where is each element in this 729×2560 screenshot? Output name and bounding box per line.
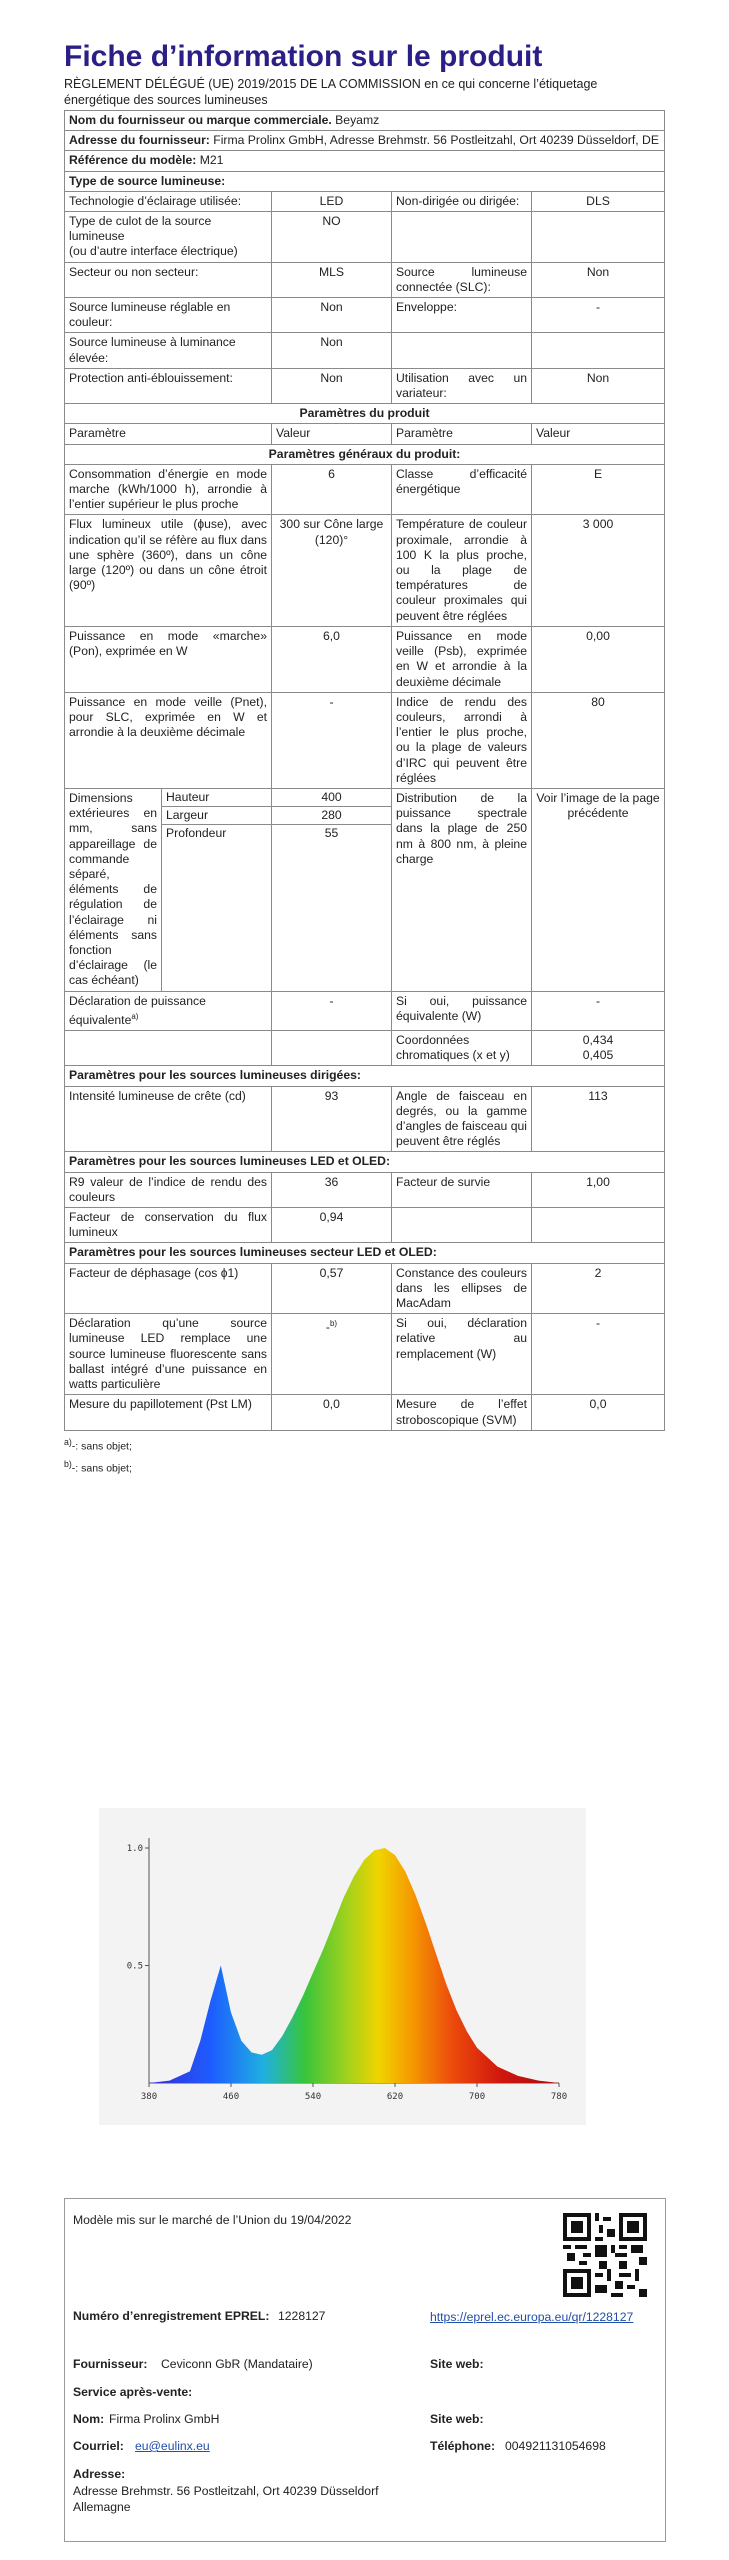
footnotes (64, 1433, 664, 1478)
y-tick-label: 0.5 (126, 1961, 143, 1972)
type-header: Type de source lumineuse: (65, 171, 665, 191)
page-title: Fiche d’information sur le produit (64, 40, 543, 73)
x-tick-label: 780 (550, 2092, 568, 2102)
regulation-text: RÈGLEMENT DÉLÉGUÉ (UE) 2019/2015 DE LA COMMISSION en ce qui concerne l’étiquetage énergétique des sources lumineuses (64, 77, 598, 107)
supplier-name: Beyamz (335, 113, 380, 127)
param-label: Déclaration de puissance équivalente$^{a)}$ (65, 991, 272, 1030)
param-label: Non-dirigée ou dirigée: (392, 191, 532, 211)
table-row (65, 191, 665, 211)
website-label: Site web: (430, 2357, 484, 2371)
plot-area (127, 1838, 567, 2102)
mains-header: Paramètres pour les sources lumineuses secteur LED et OLED: (65, 1243, 665, 1263)
column-header: Paramètre (392, 424, 532, 444)
param-value: 80 (532, 692, 665, 788)
param-label: Facteur de conservation du flux lumineux (65, 1208, 272, 1243)
eprel-card (64, 2198, 666, 2542)
param-label: Facteur de survie (392, 1172, 532, 1207)
param-label: Facteur de déphasage (cos ɸ1) (65, 1263, 272, 1314)
param-label: Coordonnées chromatiques (x et y) (392, 1031, 532, 1066)
footnote: $^{a)}$-: sans objet; (64, 1436, 132, 1453)
param-label: Température de couleur proximale, arrondie à 100 K la plus proche, ou la plage de températures de couleur proximales qui peuvent être réglées (392, 515, 532, 626)
qr-code-icon (563, 2213, 647, 2297)
param-value: 113 (532, 1086, 665, 1152)
x-tick-label: 460 (222, 2092, 240, 2102)
param-label: Intensité lumineuse de crête (cd) (65, 1086, 272, 1152)
after-sales-label: Service après-vente: (73, 2385, 193, 2399)
param-label: Secteur ou non secteur: (65, 262, 272, 297)
param-label: Classe d’efficacité énergétique (392, 464, 532, 515)
param-value: - (532, 298, 665, 333)
product-info-table (64, 110, 665, 1431)
param-value: 0,0 (532, 1395, 665, 1430)
table-row (65, 262, 665, 297)
param-value: - (532, 1314, 665, 1395)
spectrum-svg (99, 1808, 586, 2125)
x-tick-label: 380 (140, 2092, 158, 2102)
table-row (65, 333, 665, 368)
eprel-link[interactable]: https://eprel.ec.europa.eu/qr/1228127 (430, 2310, 634, 2324)
param-value: E (532, 464, 665, 515)
param-label (392, 212, 532, 263)
param-label: Technologie d’éclairage utilisée: (65, 191, 272, 211)
name-value: Firma Prolinx GmbH (109, 2412, 220, 2426)
supplier-address-label: Adresse du fournisseur: (69, 133, 210, 148)
param-label: Puissance en mode «marche» (Pon), exprimée en W (65, 626, 272, 692)
placed-on-market: Modèle mis sur le marché de l’Union du 19/04/2022 (73, 2213, 352, 2227)
param-value: MLS (272, 262, 392, 297)
param-label: Déclaration qu’une source lumineuse LED remplace une source lumineuse fluorescente sans ballast intégré d’une puissance en watts particulière (65, 1314, 272, 1395)
directed-header: Paramètres pour les sources lumineuses dirigées: (65, 1066, 665, 1086)
spectrum-chart (99, 1808, 586, 2125)
led-header: Paramètres pour les sources lumineuses LED et OLED: (65, 1152, 665, 1172)
product-sheet (64, 40, 664, 1478)
param-label: Puissance en mode veille (Pnet), pour SLC, exprimée en W et arrondie à la deuxième décimale (65, 692, 272, 788)
param-value: 0,434 0,405 (532, 1031, 665, 1066)
x-tick-label: 700 (468, 2092, 486, 2102)
param-label: Angle de faisceau en degrés, ou la gamme d’angles de faisceau qui peuvent être réglés (392, 1086, 532, 1152)
param-label: Puissance en mode veille (Psb), exprimée en W et arrondie à la deuxième décimale (392, 626, 532, 692)
model-reference: M21 (199, 153, 224, 168)
param-value: 0,94 (272, 1208, 392, 1243)
param-value: 3 000 (532, 515, 665, 626)
email-link[interactable]: eu@eulinx.eu (135, 2439, 210, 2453)
param-value: 300 sur Cône large (120)° (272, 515, 392, 626)
param-value: 0,00 (532, 626, 665, 692)
website2-label: Site web: (430, 2412, 484, 2426)
param-label: Source lumineuse à luminance élevée: (65, 333, 272, 368)
param-value: 0,0 (272, 1395, 392, 1430)
dimension-name: Largeur (162, 807, 271, 825)
table-row (65, 1208, 665, 1243)
param-value: Non (272, 298, 392, 333)
param-value: Non (272, 333, 392, 368)
address-label: Adresse: (73, 2467, 126, 2481)
spectrum-area (149, 1848, 559, 2083)
params-header: Paramètres du produit (65, 404, 665, 424)
column-headers (65, 424, 665, 444)
table-row (65, 1263, 665, 1314)
supplier-label: Fournisseur: (73, 2357, 148, 2371)
eprel-label: Numéro d’enregistrement EPREL: (73, 2309, 270, 2323)
general-header: Paramètres généraux du produit: (65, 444, 665, 464)
param-value: - (272, 692, 392, 788)
param-label: Indice de rendu des couleurs, arrondi à l’entier le plus proche, ou la plage de valeurs d’IRC qui peuvent être réglées (392, 692, 532, 788)
param-value: NO (272, 212, 392, 263)
dimension-value: 280 (272, 807, 391, 825)
table-row (65, 212, 665, 263)
x-tick-label: 540 (304, 2092, 322, 2102)
param-value: Non (272, 368, 392, 403)
dimension-name: Profondeur (166, 826, 227, 841)
param-value: DLS (532, 191, 665, 211)
param-value: LED (272, 191, 392, 211)
table-row (65, 692, 665, 788)
param-label: Source lumineuse réglable en couleur: (65, 298, 272, 333)
param-value: 6,0 (272, 626, 392, 692)
param-value: Non (532, 262, 665, 297)
param-label: Constance des couleurs dans les ellipses de MacAdam (392, 1263, 532, 1314)
column-header: Paramètre (65, 424, 272, 444)
column-header: Valeur (272, 424, 392, 444)
param-label: Si oui, puissance équivalente (W) (392, 991, 532, 1030)
dimensions-label: Dimensions extérieures en mm, sans appareillage de commande séparé, éléments de régulation de l’éclairage ni éléments sans fonction d’éclairage (le cas échéant) (65, 789, 162, 991)
param-label (392, 1208, 532, 1243)
table-row (65, 1172, 665, 1207)
model-label: Référence du modèle: (69, 153, 197, 168)
param-value: 2 (532, 1263, 665, 1314)
param-label: R9 valeur de l’indice de rendu des couleurs (65, 1172, 272, 1207)
table-row (65, 1314, 665, 1395)
param-value: 1,00 (532, 1172, 665, 1207)
param-value (532, 1208, 665, 1243)
table-row (65, 298, 665, 333)
footnote: $^{b)}$-: sans objet; (64, 1459, 132, 1475)
table-row (65, 368, 665, 403)
param-value: 93 (272, 1086, 392, 1152)
eprel-number: 1228127 (278, 2309, 326, 2323)
name-label: Nom: (73, 2412, 105, 2426)
table-row (65, 1086, 665, 1152)
table-row (65, 991, 665, 1030)
param-label: Source lumineuse connectée (SLC): (392, 262, 532, 297)
param-value (532, 333, 665, 368)
supplier-value: Ceviconn GbR (Mandataire) (161, 2357, 313, 2371)
column-header: Valeur (532, 424, 665, 444)
param-value: Non (532, 368, 665, 403)
table-row (65, 626, 665, 692)
table-row (65, 1395, 665, 1430)
param-label: Distribution de la puissance spectrale dans la plage de 250 nm à 800 nm, à pleine charge (392, 788, 532, 991)
supplier-address: Firma Prolinx GmbH, Adresse Brehmstr. 56 Postleitzahl, Ort 40239 Düsseldorf, DE (213, 133, 659, 148)
param-value (532, 212, 665, 263)
phone-label: Téléphone: (430, 2439, 496, 2453)
table-row (65, 464, 665, 515)
supplier-name-label: Nom du fournisseur ou marque commerciale. (69, 113, 332, 127)
param-label: Mesure de l’effet stroboscopique (SVM) (392, 1395, 532, 1430)
param-value: -$^{b)}$ (272, 1314, 392, 1395)
table-row (65, 1031, 665, 1066)
param-label: Type de culot de la source lumineuse (ou d’autre interface électrique) (65, 212, 272, 263)
y-tick-label: 1.0 (126, 1844, 143, 1854)
param-label: Consommation d’énergie en mode marche (kWh/1000 h), arrondie à l’entier supérieur le plus proche (65, 464, 272, 515)
param-value: 36 (272, 1172, 392, 1207)
param-label (392, 333, 532, 368)
param-value: 0,57 (272, 1263, 392, 1314)
param-value: - (532, 991, 665, 1030)
param-value: - (272, 991, 392, 1030)
email-label: Courriel: (73, 2439, 124, 2453)
param-label: Mesure du papillotement (Pst LM) (65, 1395, 272, 1430)
param-value: 6 (272, 464, 392, 515)
param-value: Voir l’image de la page précédente (532, 788, 665, 991)
param-label: Protection anti-éblouissement: (65, 368, 272, 403)
phone-value: 004921131054698 (505, 2439, 606, 2453)
param-label: Utilisation avec un variateur: (392, 368, 532, 403)
address-value: Adresse Brehmstr. 56 Postleitzahl, Ort 40239 Düsseldorf Allemagne (73, 2484, 379, 2514)
dimensions-row (65, 788, 665, 991)
param-label: Enveloppe: (392, 298, 532, 333)
table-row (65, 515, 665, 626)
param-label: Si oui, déclaration relative au remplacement (W) (392, 1314, 532, 1395)
param-label: Flux lumineux utile (ɸuse), avec indication qu’il se réfère au flux dans une sphère (360º), dans un cône large (120º) ou dans un cône étroit (90º) (65, 515, 272, 626)
dimension-value: 55 (324, 826, 339, 841)
dimension-name: Hauteur (162, 789, 271, 807)
x-tick-label: 620 (386, 2092, 404, 2102)
dimension-value: 400 (272, 789, 391, 807)
